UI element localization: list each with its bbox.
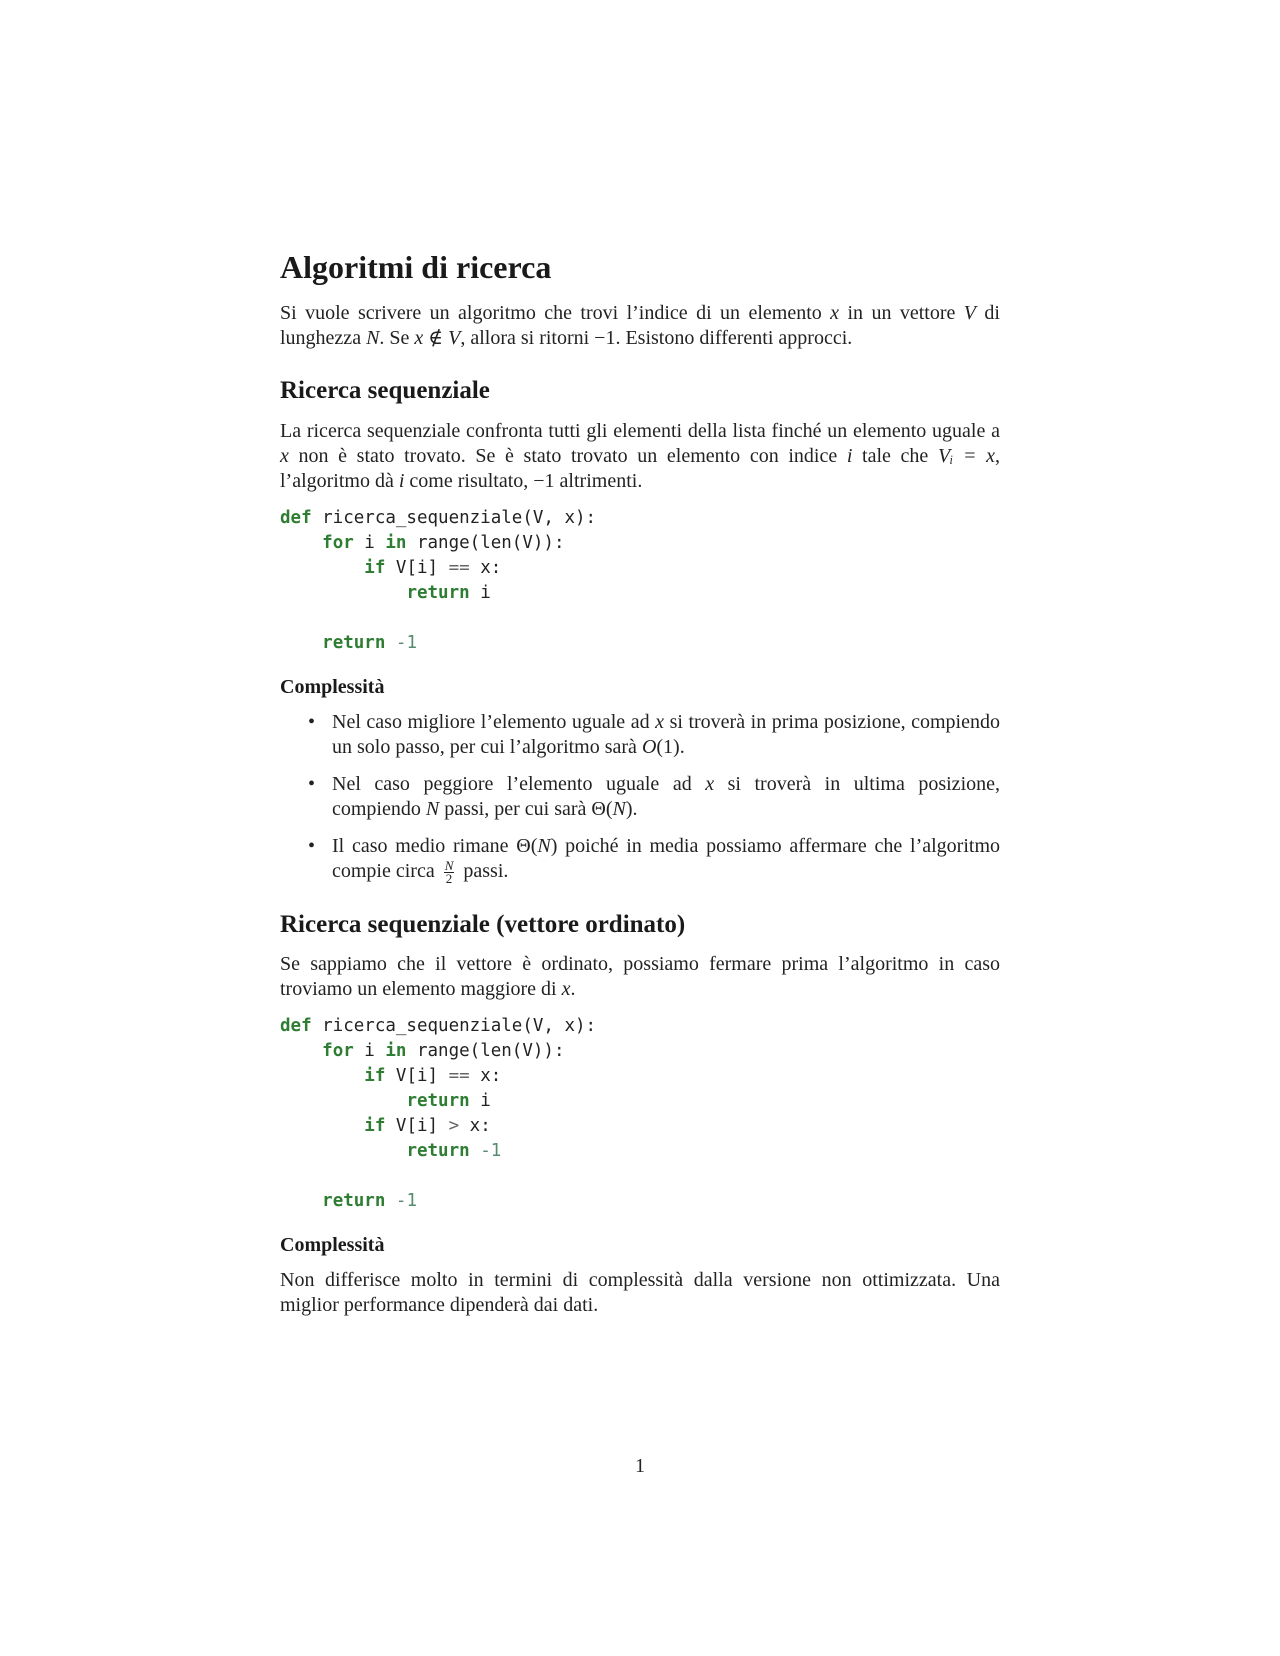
- complexity-heading: Complessità: [280, 1234, 385, 1257]
- text-run: tale che: [852, 444, 938, 467]
- text-run: in un vettore: [839, 302, 964, 325]
- code-keyword: def: [280, 1016, 312, 1037]
- intro-paragraph: [280, 301, 1000, 351]
- text-run: Nel caso peggiore l’elemento uguale ad: [332, 772, 706, 795]
- complexity-heading: Complessità: [280, 675, 385, 698]
- fraction-numerator: N: [444, 857, 454, 873]
- code-keyword: if: [364, 1066, 386, 1087]
- text-run: ) poiché in media possiamo affermare che l’algoritmo compie circa: [332, 834, 1000, 882]
- text-run: si troverà in ultima posizione, compiendo: [332, 772, 1000, 820]
- list-item: [332, 710, 1000, 760]
- fraction-n-over-2: [444, 857, 455, 886]
- code-text: x:: [469, 1066, 502, 1087]
- text-run: si troverà in prima posizione, compiendo un solo passo, per cui l’algoritmo sarà: [332, 710, 1000, 758]
- code-text: range(len(V)):: [406, 532, 565, 553]
- code-keyword: return: [406, 1141, 470, 1162]
- code-text: x:: [469, 557, 502, 578]
- code-text: i: [469, 1091, 491, 1112]
- code-text: i: [469, 582, 491, 603]
- code-text: i: [353, 532, 386, 553]
- text-run: non è stato trovato. Se è stato trovato un elemento con indice: [288, 444, 847, 467]
- code-number: -1: [395, 1191, 417, 1212]
- text-run: come risultato, −1 altrimenti.: [404, 469, 643, 492]
- code-text: ricerca_sequenziale(V, x):: [311, 507, 597, 528]
- text-run: , l’algoritmo dà: [280, 444, 1000, 492]
- complexity-list: [280, 710, 1000, 885]
- text-run: , allora si ritorni −1. Esistono differenti approcci.: [460, 327, 853, 350]
- code-text: ricerca_sequenziale(V, x):: [311, 1016, 597, 1037]
- code-keyword: return: [322, 1191, 386, 1212]
- section1-paragraph: [280, 419, 1000, 494]
- code-text: range(len(V)):: [406, 1041, 565, 1062]
- text-run: ).: [625, 797, 638, 820]
- code-keyword: if: [364, 557, 386, 578]
- list-item: [332, 772, 1000, 822]
- code-block-sorted: [280, 1014, 1000, 1214]
- code-keyword: if: [364, 1116, 386, 1137]
- fraction-denominator: 2: [445, 870, 453, 886]
- math-n: N: [612, 797, 626, 820]
- math-i: i: [398, 469, 405, 492]
- math-n: N: [366, 327, 380, 350]
- code-text: x:: [459, 1116, 491, 1137]
- code-text: V[i]: [385, 1066, 449, 1087]
- section2-complexity-paragraph: Non differisce molto in termini di complessità dalla versione non ottimizzata. Una miglior performance dipenderà dai dati.: [280, 1269, 1000, 1317]
- math-n: N: [537, 834, 551, 857]
- math-n: N: [425, 797, 440, 820]
- code-operator: ==: [448, 557, 470, 578]
- code-keyword: in: [385, 1041, 407, 1062]
- page-title: Algoritmi di ricerca: [280, 249, 552, 285]
- math-not-in: x ∉ V: [414, 327, 461, 350]
- code-keyword: return: [406, 1091, 470, 1112]
- code-keyword: in: [385, 532, 407, 553]
- code-operator: ==: [448, 1066, 470, 1087]
- code-keyword: for: [322, 1041, 354, 1062]
- text-run: Il caso medio rimane Θ(: [332, 834, 538, 857]
- text-run: Se sappiamo che il vettore è ordinato, possiamo fermare prima l’algoritmo in caso troviamo un elemento maggiore di: [280, 953, 1000, 1001]
- code-keyword: return: [322, 632, 386, 653]
- math-o: O: [641, 735, 657, 758]
- math-x: x: [830, 302, 840, 325]
- math-x: x: [655, 710, 665, 733]
- section2-paragraph: [280, 952, 1000, 1002]
- code-keyword: return: [406, 582, 470, 603]
- code-keyword: def: [280, 507, 312, 528]
- text-run: Nel caso migliore l’elemento uguale ad: [332, 710, 656, 733]
- page-number: 1: [635, 1455, 645, 1477]
- math-x: x: [280, 444, 289, 467]
- text-run: La ricerca sequenziale confronta tutti gli elementi della lista finché un elemento uguale a: [280, 419, 1000, 442]
- text-run: Si vuole scrivere un algoritmo che trovi l’indice di un elemento: [280, 302, 831, 325]
- text-run: passi, per cui sarà Θ(: [439, 797, 613, 820]
- math-vi-eq-x: Vᵢ = x: [937, 444, 995, 467]
- list-item: [332, 834, 1000, 885]
- code-text: V[i]: [385, 557, 449, 578]
- code-keyword: for: [322, 532, 354, 553]
- code-text: V[i]: [385, 1116, 449, 1137]
- code-operator: >: [448, 1116, 460, 1137]
- code-block-sequential: [280, 506, 1000, 656]
- math-x: x: [705, 772, 715, 795]
- text-run: (1).: [656, 735, 685, 758]
- section-heading-sequential: Ricerca sequenziale: [280, 377, 490, 405]
- text-run: .: [570, 978, 576, 1001]
- text-run: . Se: [379, 327, 415, 350]
- text-run: di lunghezza: [280, 302, 1000, 350]
- text-run: passi.: [458, 859, 509, 882]
- code-number: -1: [480, 1141, 502, 1162]
- code-number: -1: [395, 632, 417, 653]
- math-v: V: [963, 302, 977, 325]
- code-text: i: [353, 1041, 386, 1062]
- section-heading-sorted: Ricerca sequenziale (vettore ordinato): [280, 910, 686, 938]
- document-page: [280, 250, 1000, 1318]
- math-x: x: [561, 978, 571, 1001]
- math-i: i: [846, 444, 853, 467]
